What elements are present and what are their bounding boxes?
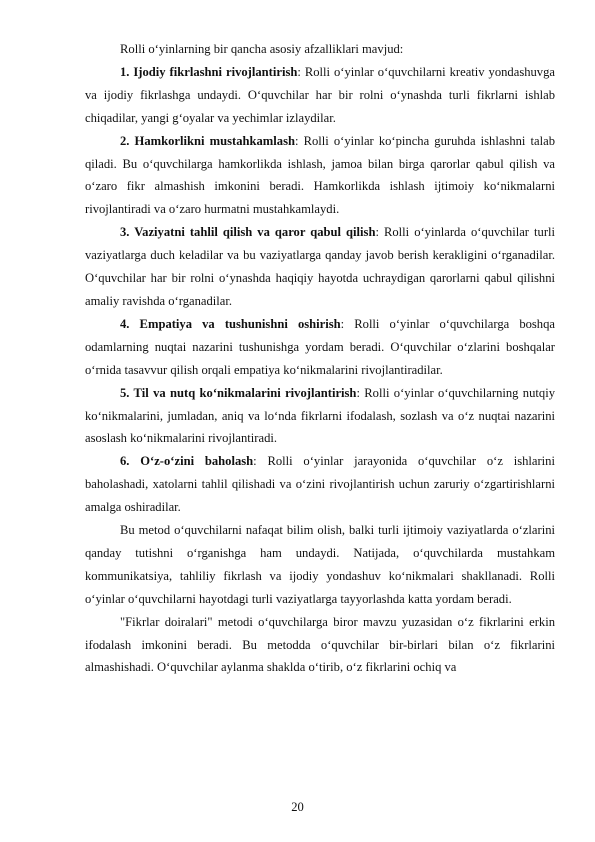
advantage-title-1: 1. Ijodiy fikrlashni rivojlantirish [120,64,298,79]
advantage-text-2: : Rolli o‘yinlar ko‘pincha guruhda ishlashni talab qiladi. Bu o‘quvchilarga hamkorlikda ishlash, jamoa bilan birga qarorlar qabul qilish va o‘zaro fikr almashish imkonini beradi. Hamkorlikda ishlash ijtimoiy ko‘nikmalarni rivojlantiradi va o‘zaro hurmatni mustahkamlaydi. [85,133,555,217]
next-method-paragraph: "Fikrlar doiralari" metodi o‘quvchilarga biror mavzu yuzasidan o‘z fikrlarini erkin ifodalash imkonini beradi. Bu metodda o‘quvchilar bir-birlari bilan o‘z fikrlarini almashishadi. O‘quvchilar aylanma shaklda o‘tirib, o‘z fikrlarini ochiq va [85,614,555,675]
document-body [85,38,555,679]
advantage-text-4: : Rolli o‘yinlar o‘quvchilarga boshqa odamlarning nuqtai nazarini tushunishga yordam beradi. O‘quvchilar o‘zlarini boshqalar o‘rnida tasavvur qilish orqali empatiya ko‘nikmalarini rivojlantiradilar. [85,316,555,377]
closing-paragraph: Bu metod o‘quvchilarni nafaqat bilim olish, balki turli ijtimoiy vaziyatlarda o‘zlarini qanday tutishni o‘rganishga ham undaydi. Natijada, o‘quvchilarda mustahkam kommunikatsiya, tahliliy fikrlash va ijodiy yondashuv ko‘nikmalari shakllanadi. Rolli o‘yinlar o‘quvchilarni hayotdagi turli vaziyatlarga tayyorlashda katta yordam beradi. [85,523,555,606]
advantage-title-3: 3. Vaziyatni tahlil qilish va qaror qabul qilish [120,225,376,240]
advantage-item-1 [85,61,555,130]
advantage-item-2 [85,130,555,222]
advantage-text-1: : Rolli o‘yinlar o‘quvchilarni kreativ yondashuvga va ijodiy fikrlashga undaydi. O‘quvchilar har bir rolni o‘ynashda turli fikrlarni ishlab chiqadilar, yangi g‘oyalar va yechimlar izlaydilar. [85,64,555,125]
advantage-title-5: 5. Til va nutq ko‘nikmalarini rivojlantirish [120,385,357,400]
advantage-text-6: : Rolli o‘yinlar jarayonida o‘quvchilar o‘z ishlarini baholashadi, xatolarni tahlil qilishadi va o‘zini rivojlantirish uchun zaruriy o‘zgartirishlarni amalga oshiradilar. [85,454,555,515]
advantage-title-6: 6. O‘z-o‘zini baholash [120,454,254,469]
advantage-item-5 [85,382,555,451]
advantage-item-6 [85,450,555,519]
advantage-title-2: 2. Hamkorlikni mustahkamlash [120,133,295,148]
advantage-text-3: : Rolli o‘yinlarda o‘quvchilar turli vaziyatlarga duch keladilar va bu vaziyatlarga qanday javob berish kerakligini o‘rganadilar. O‘quvchilar har bir rolni o‘ynashda haqiqiy hayotda uchraydigan qarorlarni qabul qilishni amaliy ravishda o‘rganadilar. [85,225,556,308]
advantage-item-3 [85,221,555,313]
intro-paragraph: Rolli o‘yinlarning bir qancha asosiy afzalliklari mavjud: [120,42,404,56]
page-number: 20 [291,800,304,814]
advantage-title-4: 4. Empatiya va tushunishni oshirish [120,316,341,331]
advantage-item-4 [85,313,555,382]
advantage-text-5: : Rolli o‘yinlar o‘quvchilarning nutqiy ko‘nikmalarini, jumladan, aniq va lo‘nda fikrlarni ifodalash, sozlash va o‘z nuqtai nazarini asoslash ko‘nikmalarini rivojlantiradi. [85,385,555,446]
